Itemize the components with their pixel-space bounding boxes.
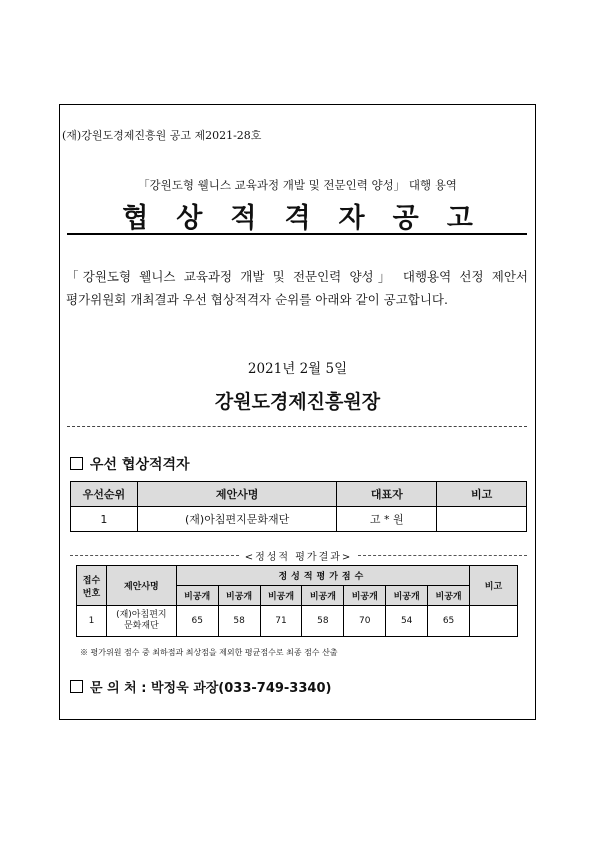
evaluation-caption xyxy=(70,548,527,563)
column-header: 비고 xyxy=(470,566,518,606)
table-row xyxy=(77,606,518,637)
score-cell: 54 xyxy=(386,606,428,637)
inquiry-line xyxy=(70,677,331,696)
column-header: 접수 번호 xyxy=(77,566,107,606)
table-header-row xyxy=(77,566,518,586)
score-cell: 65 xyxy=(176,606,218,637)
score-cell: 58 xyxy=(218,606,260,637)
column-header: 제안사명 xyxy=(137,482,337,507)
page-title: 협상적격자공고 xyxy=(122,203,501,234)
evaluator-header: 비공개 xyxy=(176,586,218,606)
column-header: 우선순위 xyxy=(71,482,138,507)
signer-name: 강원도경제진흥원장 xyxy=(214,391,381,413)
dashed-line xyxy=(358,555,527,556)
note-cell xyxy=(470,606,518,637)
score-cell: 70 xyxy=(344,606,386,637)
note-cell xyxy=(437,507,527,532)
announcement-body: 「강원도형 웰니스 교육과정 개발 및 전문인력 양성」 대행용역 선정 제안서 평가위원회 개최결과 우선 협상적격자 순위를 아래와 같이 공고합니다. xyxy=(66,269,528,307)
table-row xyxy=(71,507,527,532)
column-header: 제안사명 xyxy=(106,566,176,606)
number-cell: 1 xyxy=(77,606,107,637)
evaluator-header: 비공개 xyxy=(302,586,344,606)
column-header: 정성적평가점수 xyxy=(176,566,469,586)
score-cell: 58 xyxy=(302,606,344,637)
evaluation-footnote: ※ 평가위원 점수 중 최하점과 최상점을 제외한 평균점수로 최종 점수 산출 xyxy=(80,648,338,657)
dashed-line xyxy=(70,555,239,556)
priority-section-heading xyxy=(70,454,190,474)
evaluator-header: 비공개 xyxy=(344,586,386,606)
inquiry-label: 문 의 처 xyxy=(90,681,137,696)
section-divider xyxy=(67,426,527,427)
rank-cell: 1 xyxy=(71,507,138,532)
column-header: 비고 xyxy=(437,482,527,507)
table-header-row xyxy=(71,482,527,507)
title-underline xyxy=(67,233,527,235)
checkbox-square-icon xyxy=(70,680,83,693)
evaluator-header: 비공개 xyxy=(428,586,470,606)
priority-table xyxy=(70,481,527,532)
evaluator-header: 비공개 xyxy=(260,586,302,606)
priority-heading-label: 우선 협상적격자 xyxy=(90,457,190,473)
checkbox-square-icon xyxy=(70,457,83,470)
column-header: 대표자 xyxy=(337,482,437,507)
notice-number: (재)강원도경제진흥원 공고 제2021-28호 xyxy=(62,129,262,142)
evaluator-header: 비공개 xyxy=(386,586,428,606)
company-cell: (재)아침편지 문화재단 xyxy=(106,606,176,637)
representative-cell: 고 * 원 xyxy=(337,507,437,532)
evaluation-caption-label: <정성적 평가결과> xyxy=(244,552,353,563)
company-cell: (재)아침편지문화재단 xyxy=(137,507,337,532)
score-cell: 71 xyxy=(260,606,302,637)
evaluation-table xyxy=(76,565,518,637)
project-subtitle: 「강원도형 웰니스 교육과정 개발 및 전문인력 양성」 대행 용역 xyxy=(138,178,457,192)
score-cell: 65 xyxy=(428,606,470,637)
evaluator-header: 비공개 xyxy=(218,586,260,606)
inquiry-contact: : 박정욱 과장(033-749-3340) xyxy=(141,681,332,696)
announcement-date: 2021년 2월 5일 xyxy=(247,361,348,377)
